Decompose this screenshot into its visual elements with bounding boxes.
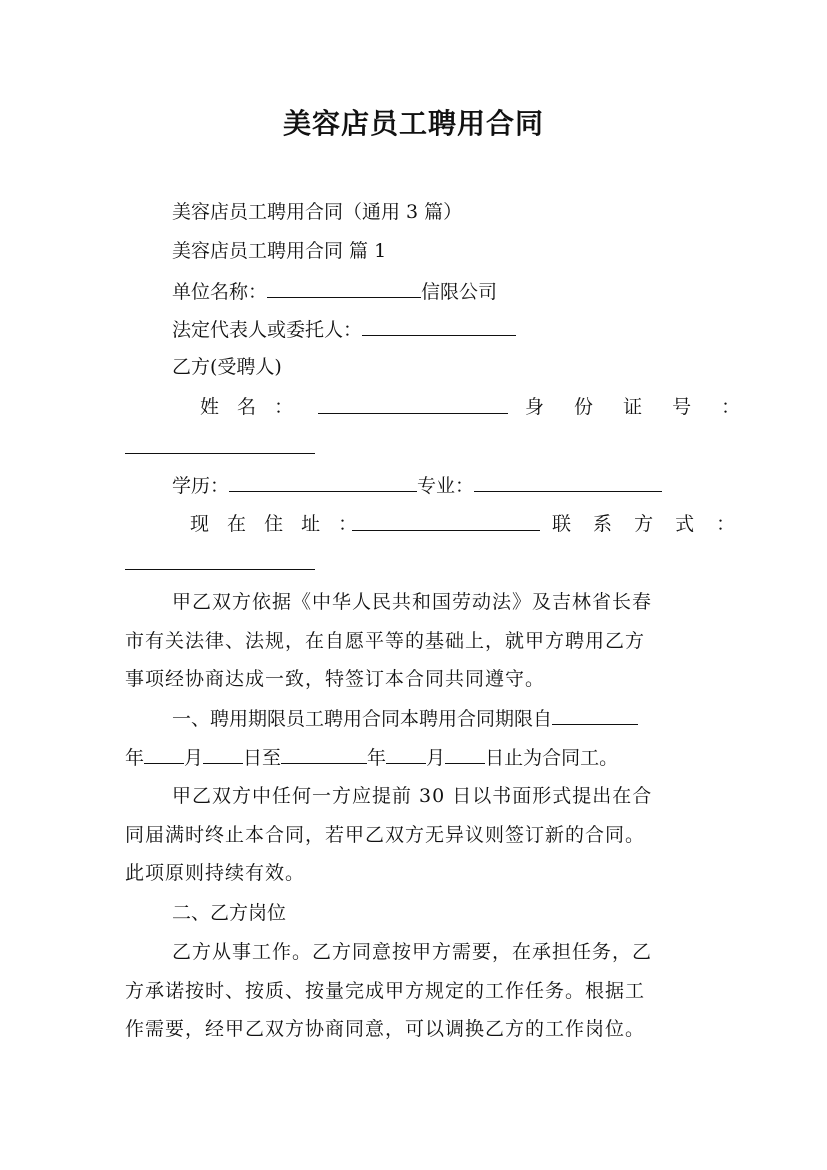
post-line-2: 方承诺按时、按质、按量完成甲方规定的工作任务。根据工	[125, 980, 646, 1002]
basis-line-3: 事项经协商达成一致，特签订本合同共同遵守。	[125, 668, 546, 690]
term-heading: 一、聘用期限员工聘用合同本聘用合同期限自	[172, 708, 553, 730]
part-heading: 美容店员工聘用合同 篇 1	[172, 240, 387, 262]
address-blank[interactable]	[352, 512, 540, 531]
address-label: 现 在 住 址 ：	[190, 513, 364, 535]
id-number-blank[interactable]	[125, 435, 315, 454]
month-2: 月	[426, 747, 446, 769]
major-blank[interactable]	[474, 473, 662, 492]
month-2-blank[interactable]	[386, 745, 426, 764]
major-label: 专业：	[417, 475, 475, 497]
post-line-3: 作需要，经甲乙双方协商同意，可以调换乙方的工作岗位。	[125, 1018, 646, 1040]
day-2-blank[interactable]	[445, 745, 485, 764]
representative-blank[interactable]	[362, 317, 516, 336]
year-2: 年	[367, 747, 387, 769]
notice-line-2: 同届满时终止本合同，若甲乙双方无异议则签订新的合同。	[125, 824, 646, 846]
basis-line-2: 市有关法律、法规，在自愿平等的基础上，就甲方聘用乙方	[125, 630, 646, 652]
day-1-blank[interactable]	[203, 745, 243, 764]
term-start-blank[interactable]	[552, 706, 638, 725]
education-line	[172, 473, 662, 498]
day-1: 日至	[243, 747, 282, 769]
month-1: 月	[184, 747, 204, 769]
unit-name-line	[172, 279, 497, 304]
term-end: 日止为合同工。	[485, 747, 619, 769]
subtitle: 美容店员工聘用合同（通用 3 篇）	[172, 201, 463, 223]
document-title: 美容店员工聘用合同	[282, 107, 544, 140]
unit-name-blank[interactable]	[267, 279, 421, 298]
notice-line-1: 甲乙双方中任何一方应提前 30 日以书面形式提出在合	[172, 785, 653, 807]
party-b-heading: 乙方(受聘人)	[172, 356, 282, 378]
notice-line-3: 此项原则持续有效。	[125, 862, 306, 884]
education-blank[interactable]	[229, 473, 417, 492]
post-line-1: 乙方从事工作。乙方同意按甲方需要，在承担任务，乙	[172, 941, 653, 963]
name-blank[interactable]	[318, 395, 508, 414]
unit-name-suffix: 信限公司	[421, 281, 498, 303]
id-number-label: 身 份 证 号 ：	[525, 396, 753, 418]
year-1: 年	[125, 747, 145, 769]
section-2-heading: 二、乙方岗位	[172, 902, 287, 924]
representative-line	[172, 317, 516, 342]
education-label: 学历：	[172, 475, 230, 497]
term-line-1	[172, 706, 638, 731]
name-label: 姓 名 ：	[200, 396, 300, 418]
basis-line-1: 甲乙双方依据《中华人民共和国劳动法》及吉林省长春	[172, 591, 653, 613]
month-1-blank[interactable]	[144, 745, 184, 764]
year-2-blank[interactable]	[281, 745, 367, 764]
contact-label: 联 系 方 式 ：	[552, 513, 744, 535]
unit-name-label: 单位名称：	[172, 281, 268, 303]
term-line-2	[125, 745, 618, 770]
representative-label: 法定代表人或委托人：	[172, 319, 363, 341]
contact-blank[interactable]	[125, 551, 315, 570]
